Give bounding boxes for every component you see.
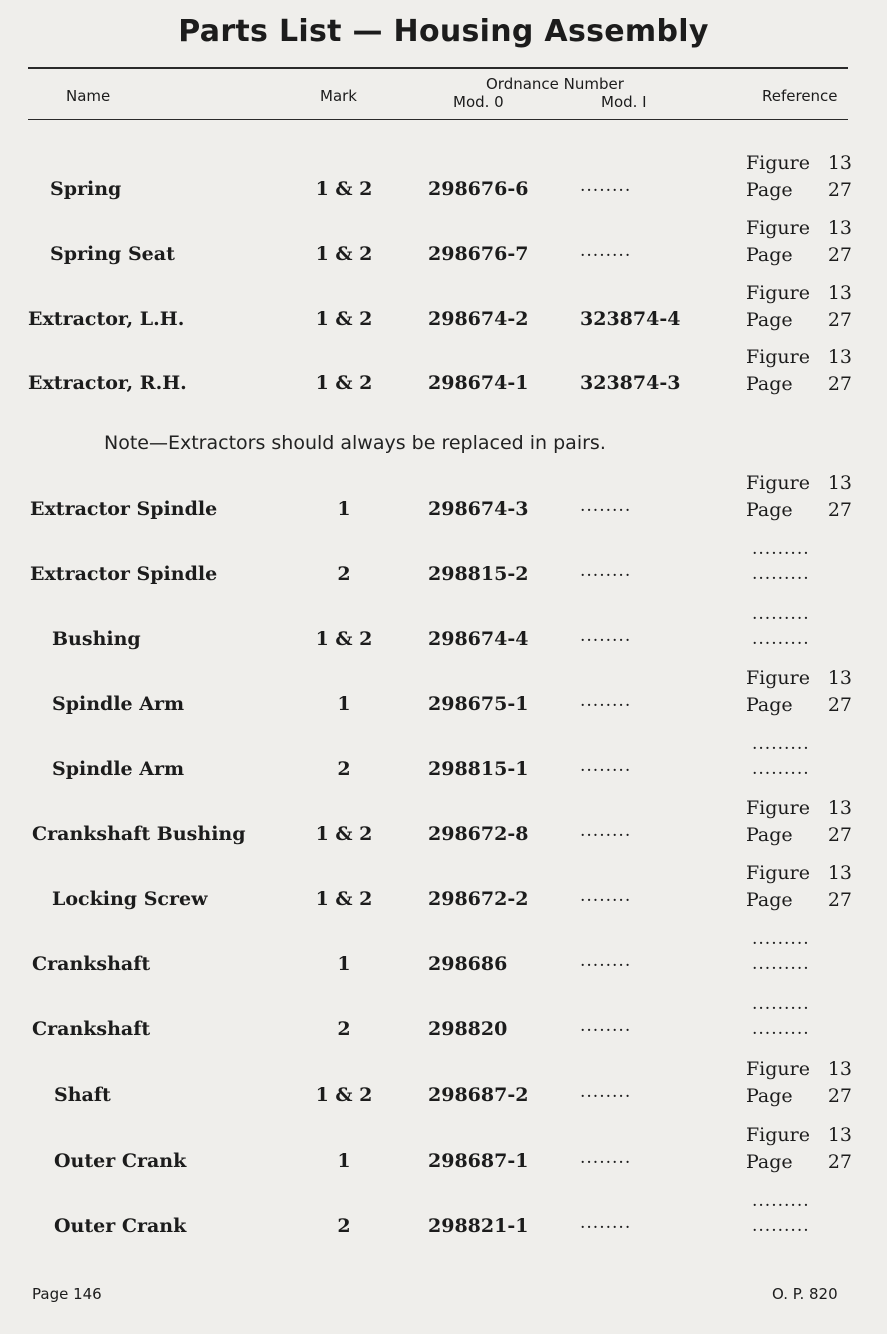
table-row (0, 282, 887, 346)
reference-line-2: ......... (752, 759, 810, 779)
header-top-rule (28, 67, 848, 69)
ordnance-mod1: 323874-3 (580, 372, 681, 394)
part-mark: 2 (337, 1018, 351, 1040)
reference-line-1: ......... (752, 734, 810, 754)
part-mark: 1 (337, 953, 351, 975)
part-name: Outer Crank (54, 1215, 187, 1237)
table-row (0, 537, 887, 601)
reference-line-1: ......... (752, 1191, 810, 1211)
ordnance-mod1: ........ (580, 886, 632, 906)
part-name: Bushing (52, 628, 141, 650)
reference-line-1: Figure 13 (746, 217, 852, 239)
reference-line-1: Figure 13 (746, 1124, 852, 1146)
part-name: Shaft (54, 1084, 111, 1106)
ordnance-mod0: 298676-7 (428, 243, 529, 265)
header-mark: Mark (320, 87, 357, 105)
table-row (0, 1058, 887, 1122)
table-row (0, 472, 887, 536)
part-name: Crankshaft (32, 953, 151, 975)
reference-line-2: ......... (752, 564, 810, 584)
reference-line-2: ......... (752, 629, 810, 649)
ordnance-mod1: ........ (580, 561, 632, 581)
reference-line-1: Figure 13 (746, 152, 852, 174)
ordnance-mod1: ........ (580, 1082, 632, 1102)
reference-line-2: Page 27 (746, 1151, 852, 1173)
reference-line-1: Figure 13 (746, 1058, 852, 1080)
ordnance-mod0: 298815-2 (428, 563, 529, 585)
table-row (0, 732, 887, 796)
table-row (0, 992, 887, 1056)
part-mark: 1 & 2 (315, 823, 373, 845)
ordnance-mod1: ........ (580, 626, 632, 646)
part-mark: 1 & 2 (315, 372, 373, 394)
part-name: Spindle Arm (52, 758, 185, 780)
ordnance-mod1: ........ (580, 1213, 632, 1233)
ordnance-mod0: 298674-3 (428, 498, 529, 520)
part-name: Crankshaft (32, 1018, 151, 1040)
table-row (0, 927, 887, 991)
ordnance-mod1: ........ (580, 496, 632, 516)
ordnance-mod0: 298674-2 (428, 308, 529, 330)
ordnance-mod1: ........ (580, 176, 632, 196)
reference-line-2: Page 27 (746, 889, 852, 911)
reference-line-2: Page 27 (746, 179, 852, 201)
part-name: Outer Crank (54, 1150, 187, 1172)
part-name: Spring Seat (50, 243, 175, 265)
ordnance-mod0: 298686 (428, 953, 508, 975)
reference-line-2: Page 27 (746, 824, 852, 846)
part-mark: 2 (337, 563, 351, 585)
reference-line-2: Page 27 (746, 694, 852, 716)
note-text: Note—Extractors should always be replaced in pairs. (104, 432, 606, 454)
ordnance-mod0: 298820 (428, 1018, 508, 1040)
ordnance-mod0: 298815-1 (428, 758, 529, 780)
reference-line-1: ......... (752, 539, 810, 559)
part-name: Extractor Spindle (30, 563, 218, 585)
reference-line-1: Figure 13 (746, 797, 852, 819)
ordnance-mod0: 298687-2 (428, 1084, 529, 1106)
ordnance-mod1: ........ (580, 1148, 632, 1168)
part-name: Extractor Spindle (30, 498, 218, 520)
reference-line-2: Page 27 (746, 309, 852, 331)
footer-page-number: Page 146 (32, 1285, 102, 1303)
ordnance-mod1: ........ (580, 1016, 632, 1036)
reference-line-1: ......... (752, 994, 810, 1014)
reference-line-2: ......... (752, 1019, 810, 1039)
part-name: Locking Screw (52, 888, 208, 910)
reference-line-1: Figure 13 (746, 862, 852, 884)
reference-line-2: Page 27 (746, 373, 852, 395)
ordnance-mod1: 323874-4 (580, 308, 681, 330)
ordnance-mod1: ........ (580, 756, 632, 776)
reference-line-1: Figure 13 (746, 667, 852, 689)
part-name: Extractor, L.H. (28, 308, 185, 330)
header-bottom-rule (28, 119, 848, 120)
part-name: Crankshaft Bushing (32, 823, 246, 845)
table-row (0, 797, 887, 861)
part-mark: 1 & 2 (315, 1084, 373, 1106)
ordnance-mod0: 298675-1 (428, 693, 529, 715)
footer-publication-number: O. P. 820 (772, 1285, 838, 1303)
reference-line-2: ......... (752, 954, 810, 974)
reference-line-1: Figure 13 (746, 282, 852, 304)
part-mark: 2 (337, 758, 351, 780)
reference-line-1: Figure 13 (746, 346, 852, 368)
part-mark: 1 & 2 (315, 178, 373, 200)
reference-line-2: Page 27 (746, 244, 852, 266)
ordnance-mod1: ........ (580, 691, 632, 711)
table-row (0, 667, 887, 731)
header-mod1: Mod. I (601, 93, 647, 111)
part-mark: 1 & 2 (315, 243, 373, 265)
ordnance-mod0: 298687-1 (428, 1150, 529, 1172)
part-name: Extractor, R.H. (28, 372, 187, 394)
reference-line-2: ......... (752, 1216, 810, 1236)
part-mark: 1 (337, 498, 351, 520)
reference-line-2: Page 27 (746, 499, 852, 521)
ordnance-mod0: 298672-8 (428, 823, 529, 845)
part-mark: 1 & 2 (315, 628, 373, 650)
page-title: Parts List — Housing Assembly (178, 14, 709, 49)
part-name: Spindle Arm (52, 693, 185, 715)
ordnance-mod1: ........ (580, 821, 632, 841)
part-mark: 1 (337, 693, 351, 715)
reference-line-1: ......... (752, 604, 810, 624)
table-row (0, 862, 887, 926)
header-mod0: Mod. 0 (453, 93, 504, 111)
part-name: Spring (50, 178, 122, 200)
part-mark: 1 & 2 (315, 308, 373, 330)
ordnance-mod0: 298676-6 (428, 178, 529, 200)
ordnance-mod0: 298674-4 (428, 628, 529, 650)
table-row (0, 1189, 887, 1253)
part-mark: 1 & 2 (315, 888, 373, 910)
header-name: Name (66, 87, 111, 105)
ordnance-mod0: 298821-1 (428, 1215, 529, 1237)
part-mark: 2 (337, 1215, 351, 1237)
ordnance-mod1: ........ (580, 241, 632, 261)
ordnance-mod1: ........ (580, 951, 632, 971)
table-row (0, 217, 887, 281)
table-row (0, 602, 887, 666)
header-ordnance-number: Ordnance Number (486, 75, 624, 93)
ordnance-mod0: 298674-1 (428, 372, 529, 394)
reference-line-2: Page 27 (746, 1085, 852, 1107)
table-row (0, 1124, 887, 1188)
table-row (0, 346, 887, 410)
reference-line-1: ......... (752, 929, 810, 949)
reference-line-1: Figure 13 (746, 472, 852, 494)
table-row (0, 152, 887, 216)
header-reference: Reference (762, 87, 838, 105)
part-mark: 1 (337, 1150, 351, 1172)
ordnance-mod0: 298672-2 (428, 888, 529, 910)
